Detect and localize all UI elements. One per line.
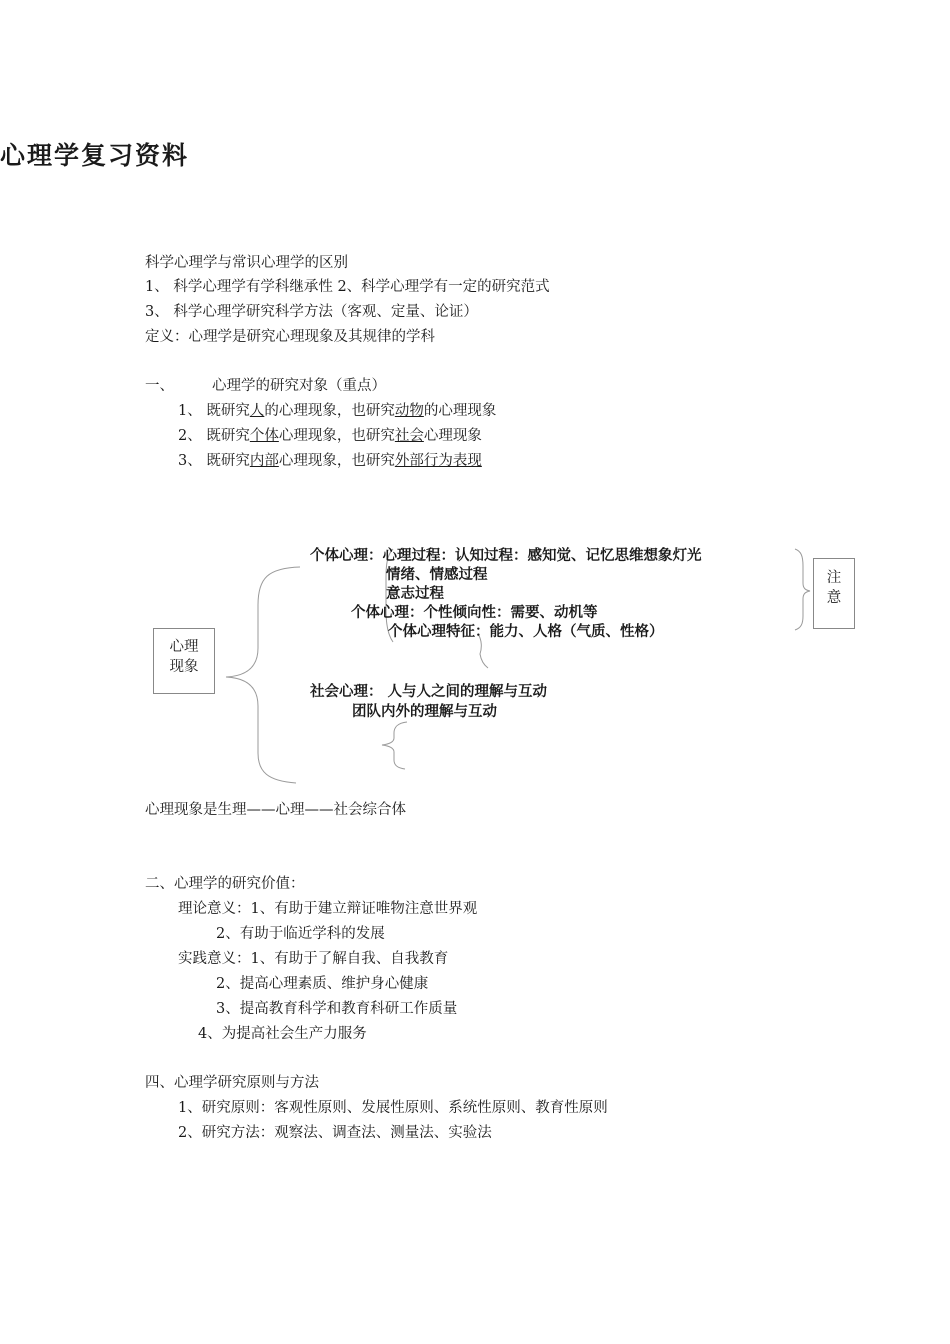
intro-line-1: 1、 科学心理学有学科继承性 2、科学心理学有一定的研究范式 [145, 279, 550, 295]
emotion-process: 情绪、情感过程 [386, 567, 488, 583]
section1-number: 一、 [145, 378, 174, 394]
social-brace [382, 722, 407, 769]
theory-item-1: 理论意义：1、有助于建立辩证唯物注意世界观 [178, 901, 478, 917]
underlined-term: 社会 [394, 428, 424, 444]
practice-item-2: 2、提高心理素质、维护身心健康 [216, 976, 429, 992]
section1-heading: 心理学的研究对象（重点） [212, 378, 386, 394]
item-text: 的心理现象 [423, 403, 497, 419]
practice-item-1: 实践意义：1、有助于了解自我、自我教育 [178, 951, 449, 967]
personality-traits: 个体心理特征：能力、人格（气质、性格） [388, 624, 664, 640]
intro-line-2: 3、 科学心理学研究科学方法（客观、定量、论证） [145, 304, 478, 320]
item-text: 1、 既研究 [178, 403, 250, 419]
document-title: 心理学复习资料 [0, 141, 190, 170]
underlined-term: 动物 [394, 403, 424, 419]
methods-line: 2、研究方法：观察法、调查法、测量法、实验法 [178, 1125, 492, 1141]
section4-heading: 四、心理学研究原则与方法 [145, 1075, 319, 1091]
root-box [153, 628, 215, 694]
item-text: 3、 既研究 [178, 453, 250, 469]
principles-line: 1、研究原则：客观性原则、发展性原则、系统性原则、教育性原则 [178, 1100, 608, 1116]
main-brace [226, 567, 300, 783]
social-psychology-line: 社会心理： 人与人之间的理解与互动 [310, 684, 548, 700]
will-process: 意志过程 [386, 586, 444, 602]
attention-box [813, 558, 855, 629]
underlined-term: 内部 [249, 453, 279, 469]
attention-label: 注意 [826, 570, 842, 606]
underlined-term: 人 [249, 403, 265, 419]
definition-line: 定义：心理学是研究心理现象及其规律的学科 [145, 329, 435, 345]
attention-brace [795, 549, 810, 630]
section2-heading: 二、心理学的研究价值： [145, 876, 305, 892]
individual-psychology-line: 个体心理：心理过程：认知过程：感知觉、记忆思维想象灯光 [310, 548, 702, 564]
item-text: 2、 既研究 [178, 428, 250, 444]
team-interaction: 团队内外的理解与互动 [352, 704, 497, 720]
item-text: 心理现象 [423, 428, 482, 444]
underlined-term: 个体 [249, 428, 279, 444]
summary-line: 心理现象是生理——心理——社会综合体 [145, 802, 406, 818]
underlined-term: 外部行为表现 [394, 453, 482, 469]
root-label: 心理现象 [169, 639, 199, 675]
personality-tendency: 个体心理：个性倾向性：需要、动机等 [351, 605, 598, 621]
practice-item-3: 3、提高教育科学和教育科研工作质量 [216, 1001, 458, 1017]
theory-item-2: 2、有助于临近学科的发展 [216, 926, 385, 942]
intro-heading: 科学心理学与常识心理学的区别 [145, 255, 348, 271]
item-text: 心理现象，也研究 [278, 453, 395, 469]
practice-item-4: 4、为提高社会生产力服务 [198, 1026, 367, 1042]
item-text: 的心理现象，也研究 [264, 403, 395, 419]
item-text: 心理现象，也研究 [278, 428, 395, 444]
